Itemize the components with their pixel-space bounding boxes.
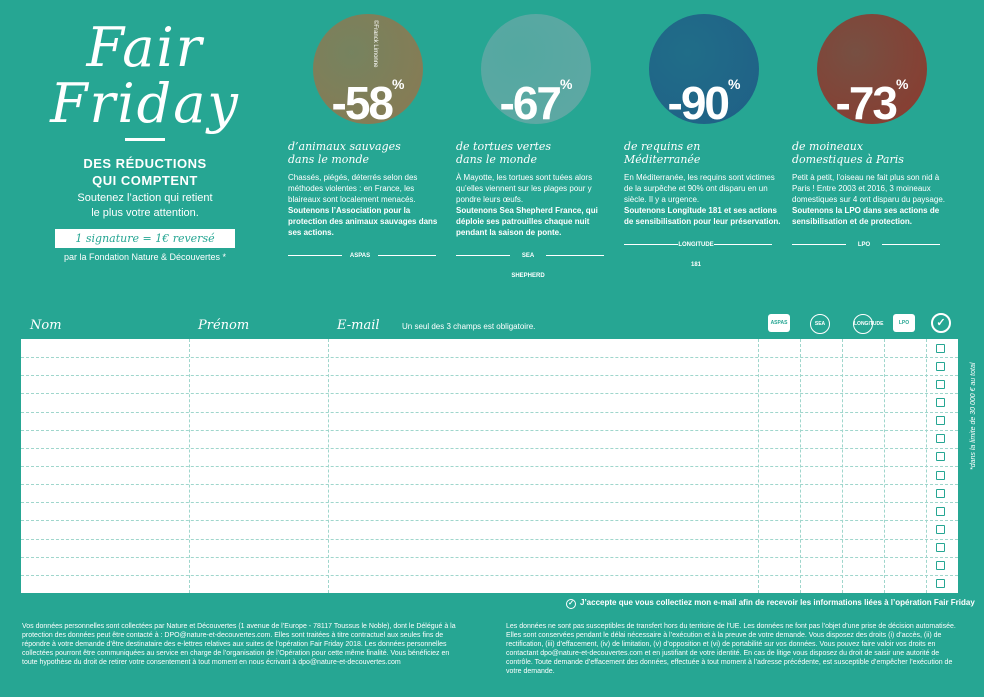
partner-logo-icon: LPO [846, 235, 882, 255]
table-row[interactable] [21, 575, 958, 576]
table-row[interactable] [21, 502, 958, 503]
col-header-prenom: Prénom [198, 318, 250, 333]
partner-logo-icon: SEA SHEPHERD [510, 246, 546, 266]
table-row[interactable] [21, 357, 958, 358]
check-circle-icon: ✓ [931, 313, 951, 333]
stat-percent [792, 76, 952, 130]
stat-percent-sign: % [896, 76, 909, 92]
column-divider [758, 339, 759, 593]
stat-percent-value: -90 [667, 77, 729, 129]
sub-line-2: le plus votre attention. [91, 207, 199, 219]
stat-lead: En Méditerranée, les requins sont victimes de la surpêche et 90% ont disparu en un siècle. Il y a urgence. [624, 173, 775, 204]
title-line-1: Fair [86, 16, 204, 79]
table-row[interactable] [21, 430, 958, 431]
stat-caption-line-2: dans le monde [288, 153, 370, 166]
table-row[interactable] [21, 484, 958, 485]
legal-text-right: Les données ne sont pas susceptibles de transfert hors du territoire de l’UE. Les données ne font pas l’objet d’une prise de décision automatisée. Elles sont conservées pendant le délai nécessaire à l’exécution et à la preuve de votre demande. Vous disposez des droits (i) d’accès, (ii) de rectification, (iii) d’effacement, (iv) de limitation, (v) d’opposition et (vi) de portabilité sur vos données. Vous pouvez faire valoir vos droits en contactant dpo@nature-et-decouvertes.com et en justifiant de votre identité. En cas de litige vous disposez du droit de saisir une autorité de contrôle. Toute demande d’effacement des données, effectuée à tout moment à l’adresse précédente, est susceptible d’empêcher l’exécution de votre demande. [506, 623, 956, 675]
stat-percent-value: -73 [835, 77, 897, 129]
longitude-column-icon: LONGITUDE [853, 314, 873, 334]
stat-percent [456, 76, 616, 130]
table-row[interactable] [21, 375, 958, 376]
stat-caption [624, 140, 784, 166]
row-checkbox[interactable] [936, 416, 945, 425]
headline-line-1: DES RÉDUCTIONS [83, 156, 207, 171]
lpo-column-icon: LPO [893, 314, 915, 332]
title-line-2: Friday [50, 72, 240, 135]
table-row[interactable] [21, 557, 958, 558]
stat-action: Soutenons Sea Shepherd France, qui déploie ses patrouilles chaque nuit pendant la saison de ponte. [456, 206, 598, 237]
title-divider [125, 138, 165, 141]
column-divider [800, 339, 801, 593]
stat-caption [792, 140, 952, 166]
brand-block [40, 16, 250, 262]
sea-shepherd-column-icon: SEA [810, 314, 830, 334]
table-row[interactable] [21, 448, 958, 449]
signature-table [21, 339, 958, 593]
stat-logo-rule [288, 246, 448, 266]
stat-percent-value: -58 [331, 77, 393, 129]
stat-block [624, 14, 784, 268]
stat-logo-rule [456, 246, 616, 279]
headline [40, 155, 250, 189]
stat-caption-line-1: de tortues vertes [456, 140, 552, 153]
column-divider [189, 339, 190, 593]
table-row[interactable] [21, 393, 958, 394]
row-checkbox[interactable] [936, 579, 945, 588]
stat-percent [288, 76, 448, 130]
stat-lead: À Mayotte, les tortues sont tuées alors qu’elles viennent sur les plages pour y pondre leurs œufs. [456, 173, 593, 204]
signature-badge: 1 signature = 1€ reversé [55, 229, 235, 248]
consent-line[interactable] [566, 598, 975, 609]
stat-caption-line-2: domestiques à Paris [792, 153, 904, 166]
aspas-column-icon: ASPAS [768, 314, 790, 332]
partner-logo-icon: ASPAS [342, 246, 378, 266]
stat-logo-rule [624, 235, 784, 268]
row-checkbox[interactable] [936, 489, 945, 498]
legal-text-left: Vos données personnelles sont collectées par Nature et Découvertes (1 avenue de l’Europe - 78117 Toussus le Noble), dont le Délégué à la protection des données peut être contacté à : DPO@nature-et-decouvertes.com. Elles sont traitées à titre contractuel aux seules fins de répondre à votre demande d’être destinataire des e-lettres relatives aux suites de l’opération Fair Friday 2018. Les données personnelles collectées pourront être communiquées au service en charge de l’organisation de l’Opération pour cette même finalité. Vous bénéficiez en toute hypothèse du droit de retirer votre consentement à tout moment en nous écrivant à dpo@nature-et-decouvertes.com [22, 623, 456, 666]
stat-percent-sign: % [560, 76, 573, 92]
row-checkbox[interactable] [936, 543, 945, 552]
column-divider [842, 339, 843, 593]
stat-percent-sign: % [728, 76, 741, 92]
stat-block [456, 14, 616, 279]
foundation-note: par la Fondation Nature & Découvertes * [63, 252, 227, 262]
table-row[interactable] [21, 412, 958, 413]
stat-caption-line-1: de requins en [624, 140, 701, 153]
stat-action: Soutenons la LPO dans ses actions de sensibilisation et de protection. [792, 206, 940, 226]
stat-lead: Chassés, piégés, déterrés selon des méthodes violentes : en France, les blaireaux sont localement menacés. [288, 173, 418, 204]
col-header-email: E-mail [337, 318, 380, 333]
stat-percent-value: -67 [499, 77, 561, 129]
stat-lead: Petit à petit, l’oiseau ne fait plus son nid à Paris ! Entre 2003 et 2016, 3 moineaux domestiques sur 4 ont disparu du paysage. [792, 173, 945, 204]
stat-percent-sign: % [392, 76, 405, 92]
partner-logo-icon: LONGITUDE 181 [678, 235, 714, 255]
stat-caption-line-2: Méditerranée [624, 153, 701, 166]
stat-action: Soutenons l’Association pour la protection des animaux sauvages dans ses actions. [288, 206, 438, 237]
table-row[interactable] [21, 539, 958, 540]
side-note: *dans la limite de 30 000 € au total [970, 362, 977, 470]
consent-check-icon[interactable]: ✓ [566, 599, 576, 609]
stat-body [624, 172, 784, 227]
row-checkbox[interactable] [936, 434, 945, 443]
page-title [40, 16, 250, 135]
row-checkbox[interactable] [936, 344, 945, 353]
stat-body [792, 172, 952, 227]
stat-block [288, 14, 448, 266]
stat-caption-line-1: d’animaux sauvages [288, 140, 401, 153]
stat-body [288, 172, 448, 238]
table-row[interactable] [21, 520, 958, 521]
stat-caption-line-1: de moineaux [792, 140, 864, 153]
stat-caption [456, 140, 616, 166]
stat-action: Soutenons Longitude 181 et ses actions de sensibilisation pour leur préservation. [624, 206, 781, 226]
row-checkbox[interactable] [936, 507, 945, 516]
stat-caption [288, 140, 448, 166]
stat-block [792, 14, 952, 255]
photo-credit: ©Franck Limonne [372, 20, 378, 68]
row-checkbox[interactable] [936, 362, 945, 371]
stat-percent [624, 76, 784, 130]
row-checkbox[interactable] [936, 398, 945, 407]
column-divider [328, 339, 329, 593]
required-note: Un seul des 3 champs est obligatoire. [402, 322, 536, 331]
row-checkbox[interactable] [936, 561, 945, 570]
stat-caption-line-2: dans le monde [456, 153, 538, 166]
row-checkbox[interactable] [936, 380, 945, 389]
headline-line-2: QUI COMPTENT [92, 173, 198, 188]
consent-text: J’accepte que vous collectiez mon e-mail afin de recevoir les informations liées à l’opération Fair Friday [580, 598, 975, 607]
column-divider [884, 339, 885, 593]
subheadline [40, 191, 250, 221]
stat-logo-rule [792, 235, 952, 255]
col-header-nom: Nom [30, 318, 62, 333]
sub-line-1: Soutenez l’action qui retient [77, 192, 213, 204]
column-divider [926, 339, 927, 593]
row-checkbox[interactable] [936, 471, 945, 480]
row-checkbox[interactable] [936, 525, 945, 534]
stat-body [456, 172, 616, 238]
row-checkbox[interactable] [936, 452, 945, 461]
table-row[interactable] [21, 466, 958, 467]
